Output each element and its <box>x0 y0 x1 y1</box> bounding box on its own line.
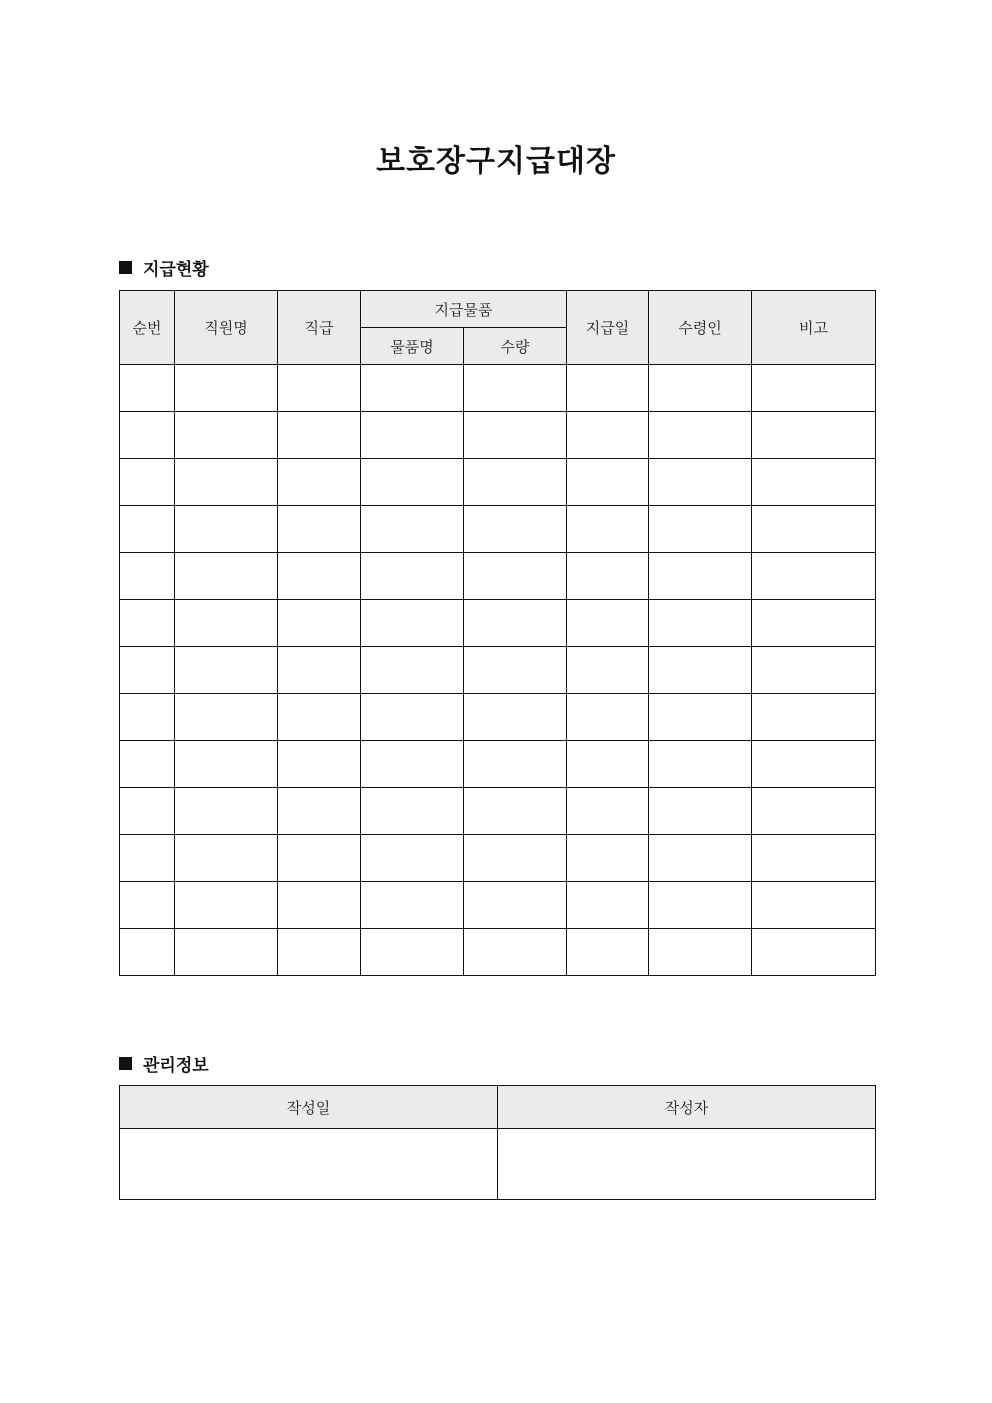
cell-recipient[interactable] <box>649 365 752 412</box>
col-header-written-date: 작성일 <box>120 1086 498 1129</box>
issue-ledger-table <box>119 290 876 976</box>
col-header-writer: 작성자 <box>498 1086 876 1129</box>
cell-position[interactable] <box>278 553 361 600</box>
cell-seq[interactable] <box>120 506 175 553</box>
writer-cell[interactable] <box>498 1129 876 1200</box>
cell-remarks[interactable] <box>752 929 876 976</box>
cell-seq[interactable] <box>120 412 175 459</box>
cell-quantity[interactable] <box>464 365 567 412</box>
cell-issue-date[interactable] <box>567 835 649 882</box>
cell-seq[interactable] <box>120 600 175 647</box>
table-row <box>120 506 876 553</box>
cell-position[interactable] <box>278 647 361 694</box>
cell-seq[interactable] <box>120 882 175 929</box>
cell-seq[interactable] <box>120 365 175 412</box>
cell-item-name[interactable] <box>361 694 464 741</box>
table-row <box>120 647 876 694</box>
col-header-recipient: 수령인 <box>649 291 752 365</box>
cell-position[interactable] <box>278 600 361 647</box>
cell-position[interactable] <box>278 506 361 553</box>
cell-item-name[interactable] <box>361 788 464 835</box>
cell-employee-name[interactable] <box>175 553 278 600</box>
cell-position[interactable] <box>278 694 361 741</box>
management-section-heading <box>119 1051 209 1076</box>
cell-seq[interactable] <box>120 741 175 788</box>
cell-employee-name[interactable] <box>175 929 278 976</box>
cell-issue-date[interactable] <box>567 647 649 694</box>
cell-item-name[interactable] <box>361 506 464 553</box>
cell-issue-date[interactable] <box>567 788 649 835</box>
table-row <box>120 882 876 929</box>
document-title: 보호장구지급대장 <box>376 144 616 179</box>
cell-remarks[interactable] <box>752 600 876 647</box>
cell-recipient[interactable] <box>649 553 752 600</box>
cell-remarks[interactable] <box>752 694 876 741</box>
cell-recipient[interactable] <box>649 647 752 694</box>
cell-recipient[interactable] <box>649 882 752 929</box>
cell-seq[interactable] <box>120 929 175 976</box>
cell-employee-name[interactable] <box>175 694 278 741</box>
cell-recipient[interactable] <box>649 600 752 647</box>
col-header-employee-name: 직원명 <box>175 291 278 365</box>
cell-employee-name[interactable] <box>175 647 278 694</box>
cell-issue-date[interactable] <box>567 694 649 741</box>
col-header-position: 직급 <box>278 291 361 365</box>
cell-recipient[interactable] <box>649 788 752 835</box>
cell-employee-name[interactable] <box>175 741 278 788</box>
col-header-seq: 순번 <box>120 291 175 365</box>
cell-recipient[interactable] <box>649 929 752 976</box>
cell-quantity[interactable] <box>464 553 567 600</box>
cell-remarks[interactable] <box>752 412 876 459</box>
cell-recipient[interactable] <box>649 741 752 788</box>
cell-position[interactable] <box>278 788 361 835</box>
cell-quantity[interactable] <box>464 882 567 929</box>
cell-quantity[interactable] <box>464 647 567 694</box>
cell-quantity[interactable] <box>464 788 567 835</box>
table-row <box>120 553 876 600</box>
cell-employee-name[interactable] <box>175 882 278 929</box>
cell-issue-date[interactable] <box>567 882 649 929</box>
cell-item-name[interactable] <box>361 741 464 788</box>
cell-quantity[interactable] <box>464 741 567 788</box>
cell-issue-date[interactable] <box>567 459 649 506</box>
col-header-item-name: 물품명 <box>361 328 464 365</box>
table-row <box>120 788 876 835</box>
cell-employee-name[interactable] <box>175 365 278 412</box>
col-header-remarks: 비고 <box>752 291 876 365</box>
cell-remarks[interactable] <box>752 741 876 788</box>
cell-remarks[interactable] <box>752 365 876 412</box>
col-header-quantity: 수량 <box>464 328 567 365</box>
cell-recipient[interactable] <box>649 412 752 459</box>
cell-position[interactable] <box>278 459 361 506</box>
cell-employee-name[interactable] <box>175 459 278 506</box>
square-bullet-icon <box>119 261 132 274</box>
table-row <box>120 600 876 647</box>
cell-position[interactable] <box>278 741 361 788</box>
cell-issue-date[interactable] <box>567 929 649 976</box>
cell-item-name[interactable] <box>361 835 464 882</box>
cell-employee-name[interactable] <box>175 600 278 647</box>
cell-quantity[interactable] <box>464 694 567 741</box>
cell-remarks[interactable] <box>752 835 876 882</box>
cell-quantity[interactable] <box>464 600 567 647</box>
cell-seq[interactable] <box>120 694 175 741</box>
cell-employee-name[interactable] <box>175 412 278 459</box>
col-header-issue-date: 지급일 <box>567 291 649 365</box>
written-date-cell[interactable] <box>120 1129 498 1200</box>
cell-item-name[interactable] <box>361 459 464 506</box>
cell-item-name[interactable] <box>361 365 464 412</box>
cell-quantity[interactable] <box>464 412 567 459</box>
cell-quantity[interactable] <box>464 929 567 976</box>
cell-remarks[interactable] <box>752 882 876 929</box>
cell-quantity[interactable] <box>464 835 567 882</box>
cell-remarks[interactable] <box>752 459 876 506</box>
cell-issue-date[interactable] <box>567 506 649 553</box>
cell-item-name[interactable] <box>361 412 464 459</box>
cell-seq[interactable] <box>120 459 175 506</box>
cell-item-name[interactable] <box>361 929 464 976</box>
cell-item-name[interactable] <box>361 647 464 694</box>
cell-position[interactable] <box>278 365 361 412</box>
cell-remarks[interactable] <box>752 506 876 553</box>
table-row <box>120 741 876 788</box>
cell-quantity[interactable] <box>464 506 567 553</box>
cell-remarks[interactable] <box>752 647 876 694</box>
cell-position[interactable] <box>278 882 361 929</box>
management-heading-label: 관리정보 <box>143 1056 209 1076</box>
cell-position[interactable] <box>278 929 361 976</box>
cell-position[interactable] <box>278 835 361 882</box>
col-header-issued-items: 지급물품 <box>361 291 567 328</box>
cell-item-name[interactable] <box>361 553 464 600</box>
cell-recipient[interactable] <box>649 835 752 882</box>
ledger-section-heading <box>119 255 209 280</box>
cell-employee-name[interactable] <box>175 506 278 553</box>
table-row <box>120 929 876 976</box>
cell-item-name[interactable] <box>361 600 464 647</box>
cell-issue-date[interactable] <box>567 365 649 412</box>
cell-seq[interactable] <box>120 788 175 835</box>
cell-remarks[interactable] <box>752 788 876 835</box>
table-row <box>120 694 876 741</box>
cell-issue-date[interactable] <box>567 600 649 647</box>
cell-issue-date[interactable] <box>567 553 649 600</box>
cell-seq[interactable] <box>120 835 175 882</box>
table-row <box>120 835 876 882</box>
cell-seq[interactable] <box>120 553 175 600</box>
cell-employee-name[interactable] <box>175 835 278 882</box>
table-row <box>120 412 876 459</box>
table-row <box>120 365 876 412</box>
cell-remarks[interactable] <box>752 553 876 600</box>
ledger-body <box>120 365 876 976</box>
cell-issue-date[interactable] <box>567 741 649 788</box>
cell-position[interactable] <box>278 412 361 459</box>
cell-issue-date[interactable] <box>567 412 649 459</box>
square-bullet-icon <box>119 1057 132 1070</box>
cell-seq[interactable] <box>120 647 175 694</box>
cell-recipient[interactable] <box>649 506 752 553</box>
ledger-heading-label: 지급현황 <box>143 260 209 280</box>
cell-item-name[interactable] <box>361 882 464 929</box>
cell-employee-name[interactable] <box>175 788 278 835</box>
management-info-table <box>119 1085 876 1200</box>
cell-recipient[interactable] <box>649 694 752 741</box>
cell-recipient[interactable] <box>649 459 752 506</box>
table-row <box>120 459 876 506</box>
cell-quantity[interactable] <box>464 459 567 506</box>
